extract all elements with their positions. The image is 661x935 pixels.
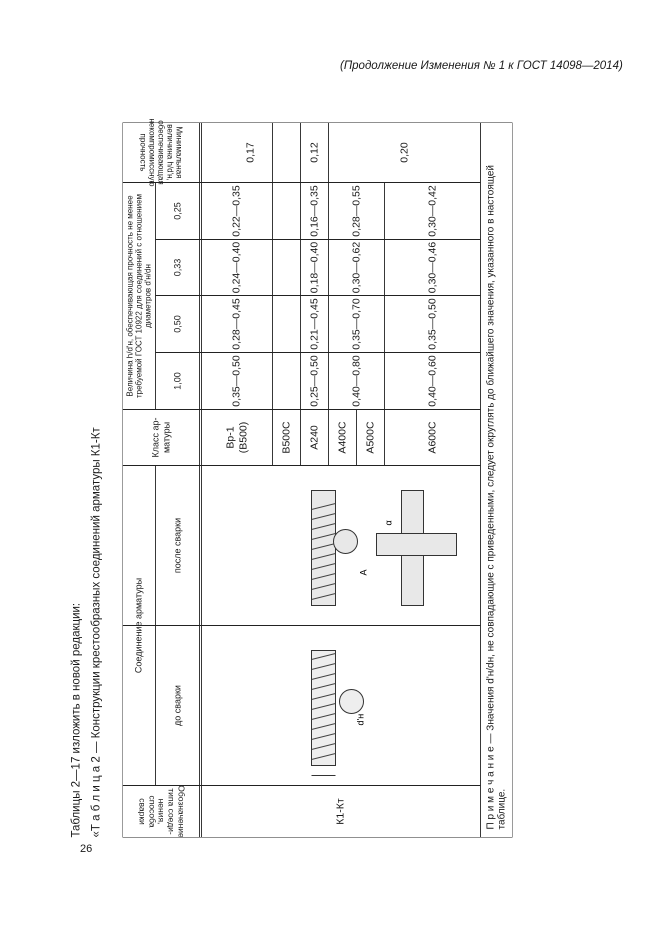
value-r3-c4: 0,16—0,35 (308, 185, 321, 237)
ratio-header-4: 0,25 (172, 202, 183, 220)
ratio-header-1: 1,00 (172, 372, 183, 390)
value-r4-c2: 0,35—0,70 (350, 298, 363, 350)
value-r1-c1: 0,35—0,50 (230, 355, 243, 407)
class-row-3: А240 (308, 425, 321, 450)
class-row-4: А400С (336, 421, 349, 454)
a-label: А (358, 569, 369, 576)
alpha-label: α (383, 520, 394, 526)
before-welding-drawing (202, 626, 481, 786)
min-r3: 0,12 (308, 142, 321, 163)
table-note: П р и м е ч а н и е — Значения d'н/dн, не совпадающие с приведенными, следует округлять до ближайшего значения, указанного в настоящей таблице. (485, 165, 508, 830)
value-r6-c3: 0,30—0,46 (426, 241, 439, 294)
ratio-header-2: 0,50 (172, 315, 183, 333)
dp-label: d'н (355, 713, 366, 726)
page-number: 26 (80, 843, 93, 855)
class-row-1: Вр-1 (В500) (224, 421, 249, 454)
page-header: (Продолжение Изменения № 1 к ГОСТ 14098—2014) (340, 60, 623, 72)
value-r6-c2: 0,35—0,50 (426, 298, 439, 350)
min-header: Минимальная величина h/d'н, обеспечивающая некомпромиссную прочность (138, 118, 184, 187)
class-row-5: А500С (364, 421, 377, 454)
value-r1-c4: 0,22—0,35 (230, 185, 243, 237)
min-r1: 0,17 (244, 142, 257, 163)
class-row-2: В500С (280, 421, 293, 454)
ratio-header-3: 0,33 (172, 258, 183, 277)
table (123, 118, 513, 838)
joint-header: Соединение арматуры (133, 577, 144, 674)
value-r3-c1: 0,25—0,50 (308, 355, 321, 407)
class-header: Класс ар-матуры (150, 417, 171, 458)
min-r5: 0,20 (398, 142, 411, 163)
class-row-6: А600С (426, 421, 439, 454)
after-welding-header: после сварки (172, 517, 183, 574)
value-r3-c2: 0,21—0,45 (308, 298, 321, 350)
after-welding-drawing (202, 466, 481, 626)
type-code: К1-Кт (334, 798, 347, 825)
before-welding-header: до сварки (172, 685, 183, 726)
value-r4-c1: 0,40—0,80 (350, 355, 363, 407)
value-r6-c1: 0,40—0,60 (426, 355, 439, 407)
amendment-caption: Таблицы 2—17 изложить в новой редакции: (70, 602, 83, 838)
table-title: «Т а б л и ц а 2 — Конструкции крестообразных соединений арматуры К1-Кт (90, 427, 103, 838)
rotated-page-content (70, 118, 513, 838)
value-group-header: Величина h/d'н, обеспечивающая прочность не менее требуемой ГОСТ 10922 для соединений с отношением диаметров d'н/dн (125, 193, 153, 399)
value-r1-c2: 0,28—0,45 (230, 298, 243, 350)
value-r4-c3: 0,30—0,62 (350, 241, 363, 294)
value-r6-c4: 0,30—0,42 (426, 185, 439, 237)
value-r4-c4: 0,28—0,55 (350, 185, 363, 237)
designation-header: Обозначение типа соеди-нения, способа сварки (137, 785, 187, 838)
value-r3-c3: 0,18—0,40 (308, 241, 321, 294)
value-r1-c3: 0,24—0,40 (230, 241, 243, 294)
